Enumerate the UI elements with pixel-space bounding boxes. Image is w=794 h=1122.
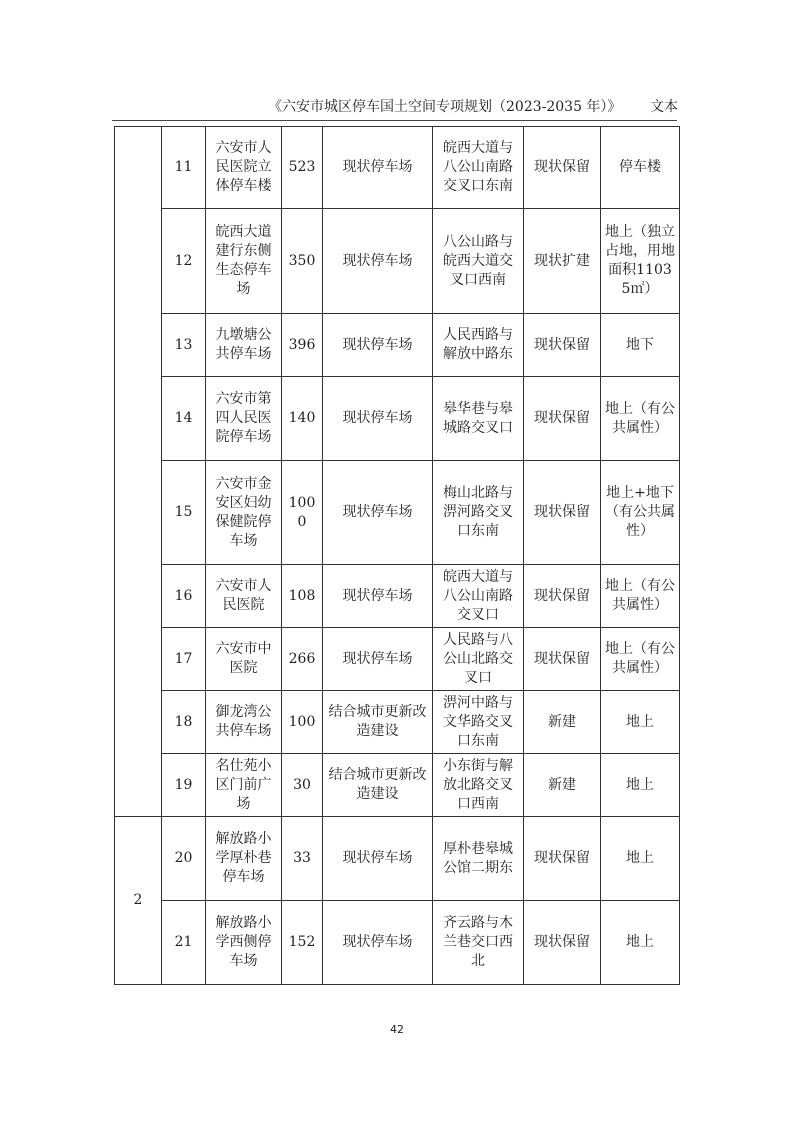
- parking-count: 30: [282, 754, 323, 817]
- header-rule: [112, 120, 677, 121]
- facility-form: 地上（有公共属性）: [601, 628, 680, 691]
- facility-type: 现状停车场: [323, 209, 433, 314]
- table-row: [115, 691, 680, 754]
- row-number: 11: [162, 127, 206, 209]
- facility-status: 现状保留: [524, 817, 601, 901]
- table-row: [115, 817, 680, 901]
- parking-count: 266: [282, 628, 323, 691]
- row-number: 15: [162, 461, 206, 565]
- facility-location: 齐云路与木兰巷交口西北: [433, 901, 524, 985]
- facility-status: 现状保留: [524, 565, 601, 628]
- facility-location: 小东街与解放北路交叉口西南: [433, 754, 524, 817]
- facility-status: 现状保留: [524, 127, 601, 209]
- facility-name: 解放路小学厚朴巷停车场: [206, 817, 282, 901]
- facility-status: 现状保留: [524, 461, 601, 565]
- facility-name: 六安市人民医院: [206, 565, 282, 628]
- document-title: 《六安市城区停车国土空间专项规划（2023-2035 年）》: [268, 99, 622, 115]
- facility-type: 现状停车场: [323, 127, 433, 209]
- facility-name: 六安市金安区妇幼保健院停车场: [206, 461, 282, 565]
- facility-type: 现状停车场: [323, 461, 433, 565]
- parking-count: 152: [282, 901, 323, 985]
- facility-location: 梅山北路与淠河路交叉口东南: [433, 461, 524, 565]
- parking-count: 108: [282, 565, 323, 628]
- facility-name: 九墩塘公共停车场: [206, 314, 282, 377]
- row-number: 19: [162, 754, 206, 817]
- facility-type: 现状停车场: [323, 565, 433, 628]
- facility-type: 现状停车场: [323, 817, 433, 901]
- facility-form: 地上+地下（有公共属性）: [601, 461, 680, 565]
- table-row: [115, 314, 680, 377]
- facility-type: 现状停车场: [323, 377, 433, 461]
- facility-type: 现状停车场: [323, 901, 433, 985]
- parking-count: 33: [282, 817, 323, 901]
- document-tag: 文本: [650, 99, 678, 115]
- facility-status: 现状扩建: [524, 209, 601, 314]
- facility-location: 皖西大道与八公山南路交叉口东南: [433, 127, 524, 209]
- page-header: [118, 96, 678, 116]
- facility-status: 新建: [524, 754, 601, 817]
- row-number: 21: [162, 901, 206, 985]
- category-cell: [115, 127, 162, 817]
- table-row: [115, 754, 680, 817]
- parking-count: 523: [282, 127, 323, 209]
- facility-form: 地上: [601, 817, 680, 901]
- facility-form: 地上（有公共属性）: [601, 565, 680, 628]
- facility-status: 现状保留: [524, 901, 601, 985]
- facility-status: 现状保留: [524, 377, 601, 461]
- row-number: 17: [162, 628, 206, 691]
- table-row: [115, 565, 680, 628]
- row-number: 18: [162, 691, 206, 754]
- facility-type: 结合城市更新改造建设: [323, 754, 433, 817]
- table-row: [115, 209, 680, 314]
- row-number: 20: [162, 817, 206, 901]
- facility-location: 皖西大道与八公山南路交叉口: [433, 565, 524, 628]
- table-row: [115, 127, 680, 209]
- facility-status: 新建: [524, 691, 601, 754]
- facility-form: 地上: [601, 901, 680, 985]
- facility-type: 结合城市更新改造建设: [323, 691, 433, 754]
- facility-form: 停车楼: [601, 127, 680, 209]
- facility-location: 厚朴巷皋城公馆二期东: [433, 817, 524, 901]
- facility-location: 人民西路与解放中路东: [433, 314, 524, 377]
- facility-name: 六安市中医院: [206, 628, 282, 691]
- table-row: [115, 901, 680, 985]
- parking-table: [114, 126, 680, 985]
- table-row: [115, 461, 680, 565]
- facility-status: 现状保留: [524, 628, 601, 691]
- facility-name: 名仕苑小区门前广场: [206, 754, 282, 817]
- facility-type: 现状停车场: [323, 314, 433, 377]
- facility-form: 地上（独立占地，用地面积11035㎡）: [601, 209, 680, 314]
- facility-form: 地下: [601, 314, 680, 377]
- row-number: 12: [162, 209, 206, 314]
- page-number: 42: [390, 1023, 404, 1036]
- row-number: 16: [162, 565, 206, 628]
- facility-name: 皖西大道建行东侧生态停车场: [206, 209, 282, 314]
- parking-count: 1000: [282, 461, 323, 565]
- facility-location: 八公山路与皖西大道交叉口西南: [433, 209, 524, 314]
- parking-count: 396: [282, 314, 323, 377]
- facility-name: 六安市人民医院立体停车楼: [206, 127, 282, 209]
- facility-form: 地上: [601, 754, 680, 817]
- facility-status: 现状保留: [524, 314, 601, 377]
- category-cell: 2: [115, 817, 162, 985]
- parking-count: 100: [282, 691, 323, 754]
- table-row: [115, 628, 680, 691]
- facility-form: 地上（有公共属性）: [601, 377, 680, 461]
- facility-name: 御龙湾公共停车场: [206, 691, 282, 754]
- parking-count: 140: [282, 377, 323, 461]
- facility-location: 皋华巷与皋城路交叉口: [433, 377, 524, 461]
- parking-count: 350: [282, 209, 323, 314]
- row-number: 14: [162, 377, 206, 461]
- table-row: [115, 377, 680, 461]
- facility-form: 地上: [601, 691, 680, 754]
- facility-location: 淠河中路与文华路交叉口东南: [433, 691, 524, 754]
- facility-location: 人民路与八公山北路交叉口: [433, 628, 524, 691]
- facility-name: 六安市第四人民医院停车场: [206, 377, 282, 461]
- row-number: 13: [162, 314, 206, 377]
- facility-type: 现状停车场: [323, 628, 433, 691]
- facility-name: 解放路小学西侧停车场: [206, 901, 282, 985]
